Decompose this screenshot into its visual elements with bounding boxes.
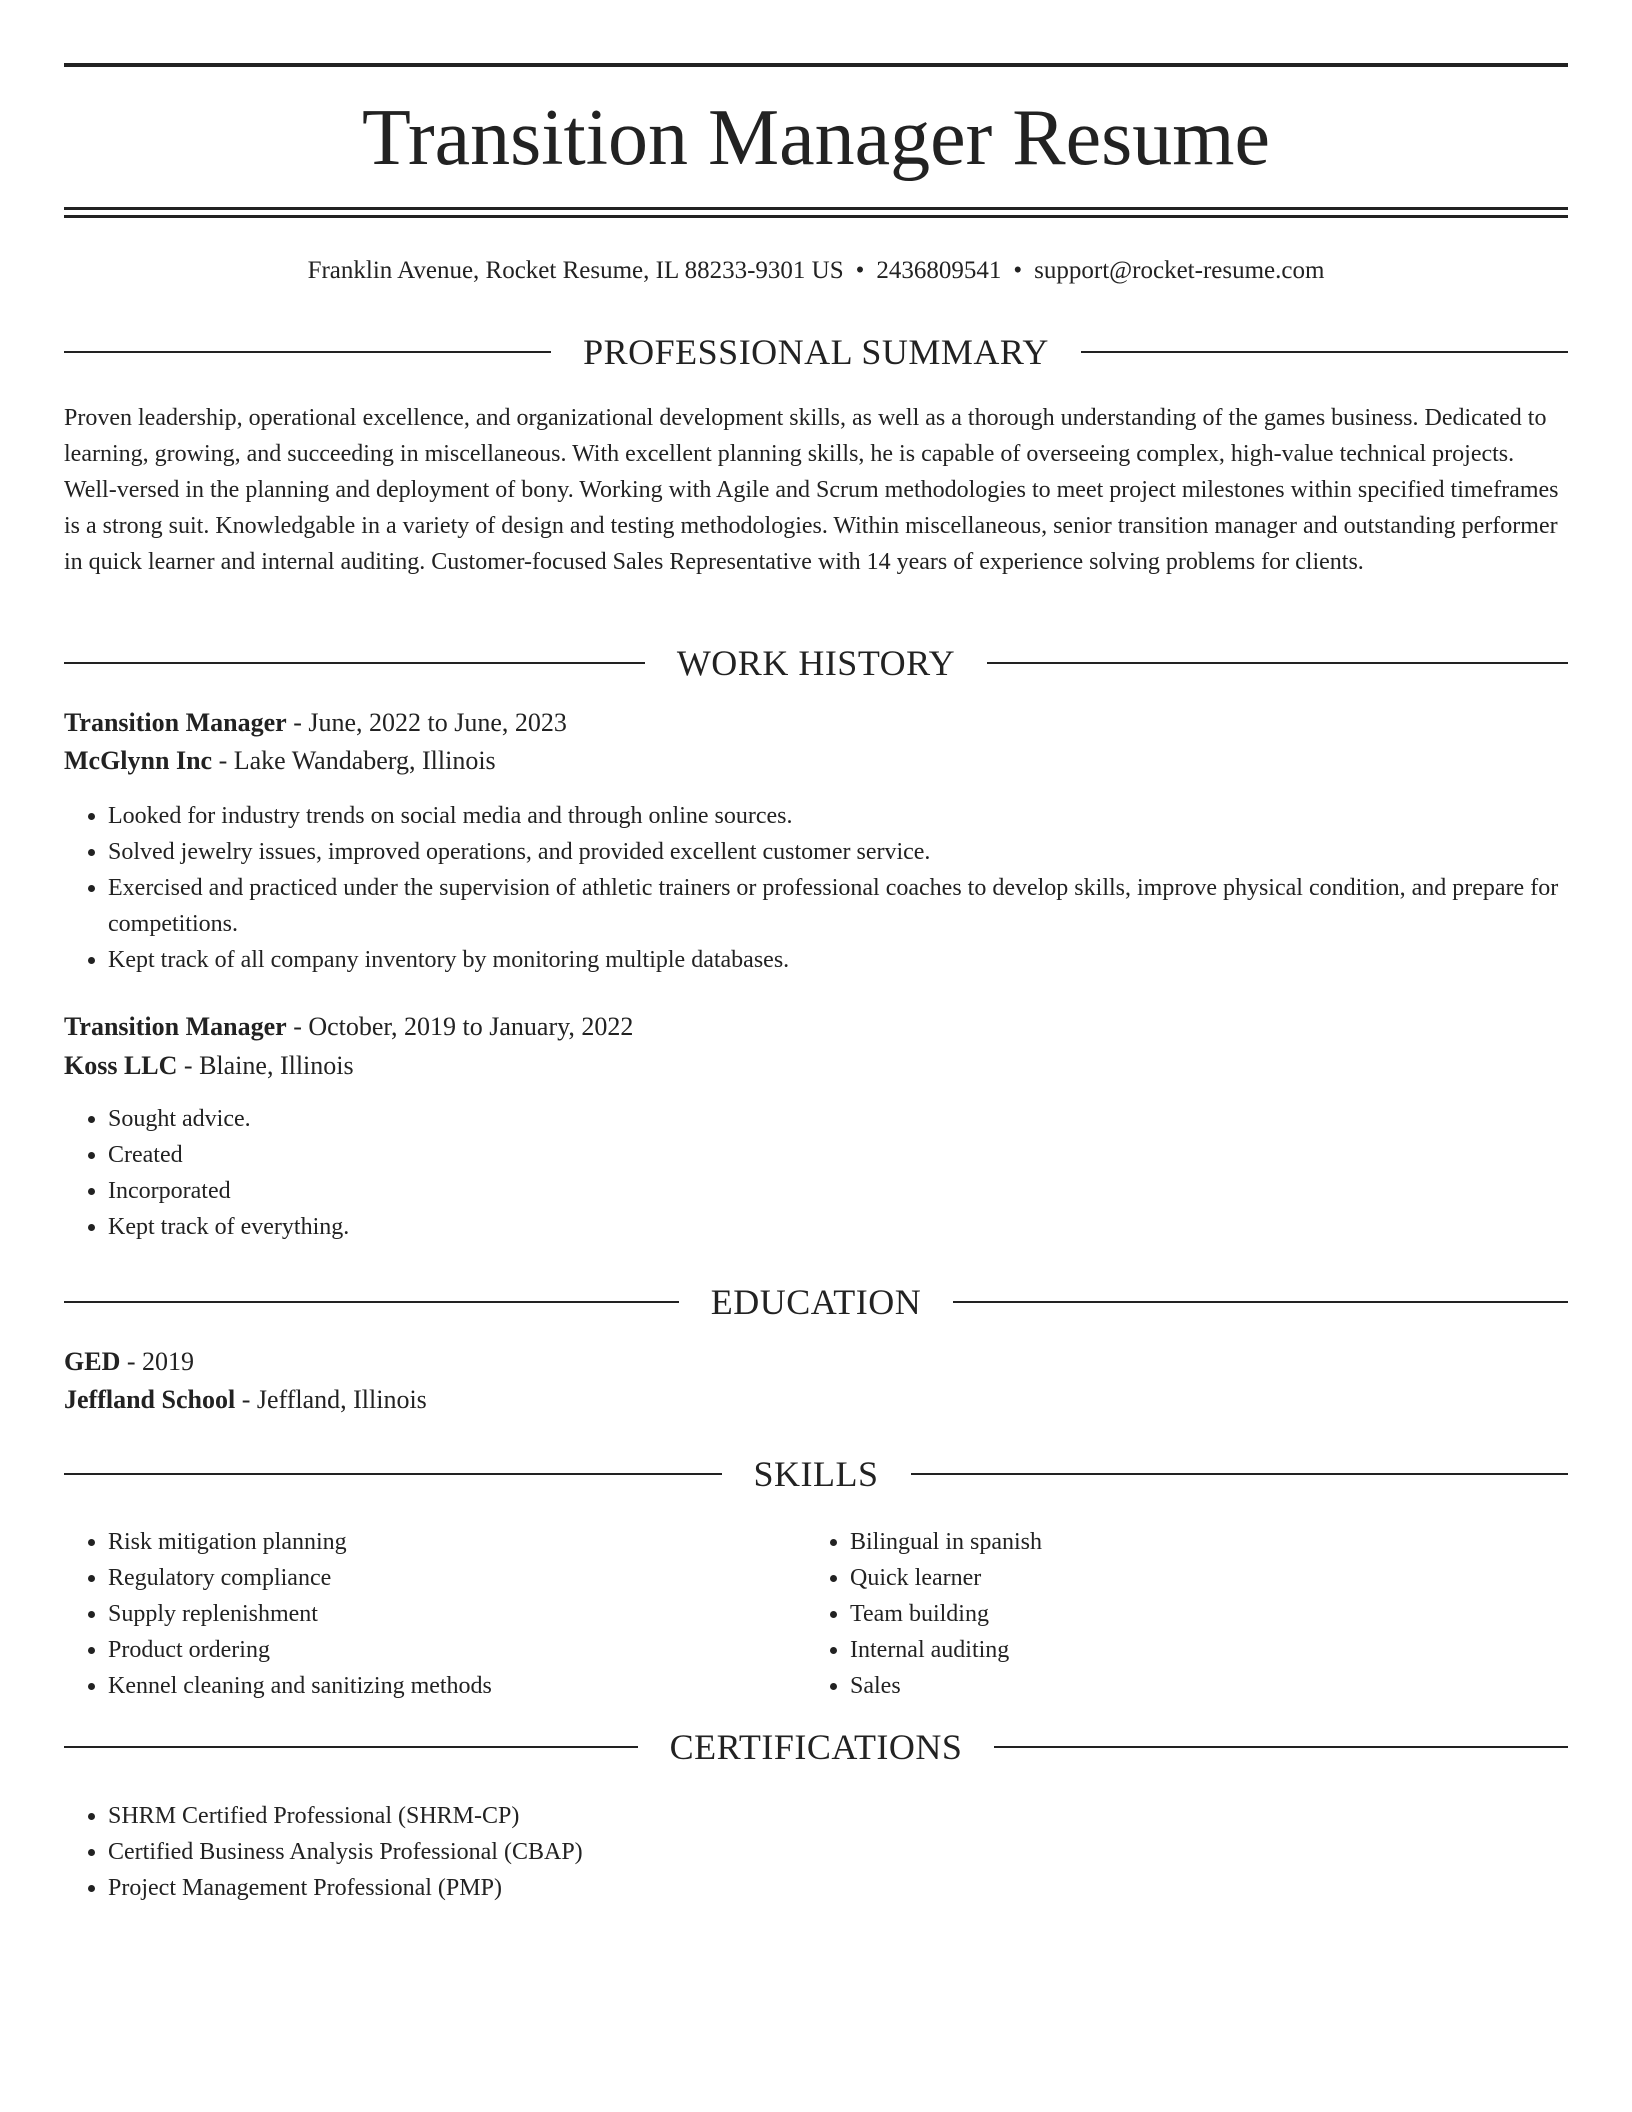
- section-heading-summary: [64, 332, 1568, 372]
- list-item: • Regulatory compliance: [108, 1560, 808, 1596]
- list-item: • Supply replenishment: [108, 1596, 808, 1632]
- heading-rule: [64, 351, 551, 353]
- list-item: • Sales: [850, 1668, 1550, 1704]
- job-dates: - June, 2022 to June, 2023: [286, 708, 567, 737]
- education-school-line: [64, 1381, 1568, 1419]
- list-item: • Solved jewelry issues, improved operations, and provided excellent customer service.: [108, 834, 1568, 870]
- section-title: PROFESSIONAL SUMMARY: [583, 332, 1049, 372]
- contact-separator: •: [855, 257, 865, 284]
- job-bullets: [64, 1101, 1568, 1245]
- education-degree: GED: [64, 1347, 121, 1376]
- skills-list-left: [64, 1524, 808, 1704]
- list-item: • Looked for industry trends on social media and through online sources.: [108, 798, 1568, 834]
- section-heading-work: [64, 643, 1568, 683]
- job-company: McGlynn Inc: [64, 746, 213, 775]
- heading-rule: [994, 1746, 1568, 1748]
- heading-rule: [64, 1746, 638, 1748]
- section-title: WORK HISTORY: [676, 643, 956, 683]
- job-company-line: [64, 742, 1568, 780]
- list-item: • Kept track of all company inventory by monitoring multiple databases.: [108, 942, 1568, 978]
- list-item: • Bilingual in spanish: [850, 1524, 1550, 1560]
- heading-rule: [911, 1473, 1569, 1475]
- contact-phone: 2436809541: [876, 257, 1002, 284]
- skills-list-right: [806, 1524, 1550, 1704]
- heading-rule: [64, 1473, 722, 1475]
- list-item: • SHRM Certified Professional (SHRM-CP): [108, 1798, 1568, 1834]
- list-item: • Sought advice.: [108, 1101, 1568, 1137]
- job-location: - Lake Wandaberg, Illinois: [212, 746, 496, 775]
- list-item: • Project Management Professional (PMP): [108, 1870, 1568, 1906]
- page-title: Transition Manager Resume: [361, 94, 1271, 182]
- contact-line: [64, 254, 1568, 288]
- list-item: • Product ordering: [108, 1632, 808, 1668]
- list-item: • Quick learner: [850, 1560, 1550, 1596]
- contact-address: Franklin Avenue, Rocket Resume, IL 88233-9301 US: [307, 257, 844, 284]
- education-location: - Jeffland, Illinois: [235, 1385, 427, 1414]
- list-item: • Risk mitigation planning: [108, 1524, 808, 1560]
- list-item: • Internal auditing: [850, 1632, 1550, 1668]
- heading-rule: [987, 662, 1568, 664]
- job-dates: - October, 2019 to January, 2022: [286, 1012, 634, 1041]
- summary-text: Proven leadership, operational excellence, and organizational development skills, as well as a thorough understanding of the games business. Dedicated to learning, growing, and succeeding in miscellaneous. With excellent planning skills, he is capable of overseeing complex, high-value technical projects. Well-versed in the planning and deployment of bony. Working with Agile and Scrum methodologies to meet project milestones within specified timeframes is a strong suit. Knowledgable in a variety of design and testing methodologies. Within miscellaneous, senior transition manager and outstanding performer in quick learner and internal auditing. Customer-focused Sales Representative with 14 years of experience solving problems for clients.: [64, 405, 1559, 575]
- education-school: Jeffland School: [64, 1385, 236, 1414]
- heading-rule: [64, 662, 645, 664]
- job-title: Transition Manager: [64, 1012, 287, 1041]
- contact-email: support@rocket-resume.com: [1034, 257, 1325, 284]
- section-title: EDUCATION: [710, 1282, 922, 1322]
- section-title: CERTIFICATIONS: [669, 1727, 963, 1767]
- job-title: Transition Manager: [64, 708, 287, 737]
- contact-separator: •: [1013, 257, 1023, 284]
- heading-rule: [953, 1301, 1568, 1303]
- list-item: • Kennel cleaning and sanitizing methods: [108, 1668, 808, 1704]
- top-rule: [64, 63, 1568, 67]
- section-heading-certifications: [64, 1727, 1568, 1767]
- job-company-line: [64, 1047, 1568, 1085]
- certifications-list: [64, 1798, 1568, 1906]
- heading-rule: [64, 1301, 679, 1303]
- title-rule-lower: [64, 215, 1568, 218]
- education-degree-line: [64, 1343, 1568, 1381]
- education-year: - 2019: [120, 1347, 195, 1376]
- section-heading-education: [64, 1282, 1568, 1322]
- job-company: Koss LLC: [64, 1051, 178, 1080]
- job-location: - Blaine, Illinois: [177, 1051, 354, 1080]
- list-item: • Incorporated: [108, 1173, 1568, 1209]
- list-item: • Kept track of everything.: [108, 1209, 1568, 1245]
- list-item: • Certified Business Analysis Professional (CBAP): [108, 1834, 1568, 1870]
- list-item: • Created: [108, 1137, 1568, 1173]
- list-item: • Team building: [850, 1596, 1550, 1632]
- list-item: • Exercised and practiced under the supervision of athletic trainers or professional coaches to develop skills, improve physical condition, and prepare for competitions.: [108, 870, 1568, 942]
- title-rule-upper: [64, 207, 1568, 210]
- job-title-line: [64, 1008, 1568, 1046]
- heading-rule: [1081, 351, 1568, 353]
- section-heading-skills: [64, 1454, 1568, 1494]
- job-bullets: [64, 798, 1568, 978]
- job-title-line: [64, 704, 1568, 742]
- section-title: SKILLS: [753, 1454, 879, 1494]
